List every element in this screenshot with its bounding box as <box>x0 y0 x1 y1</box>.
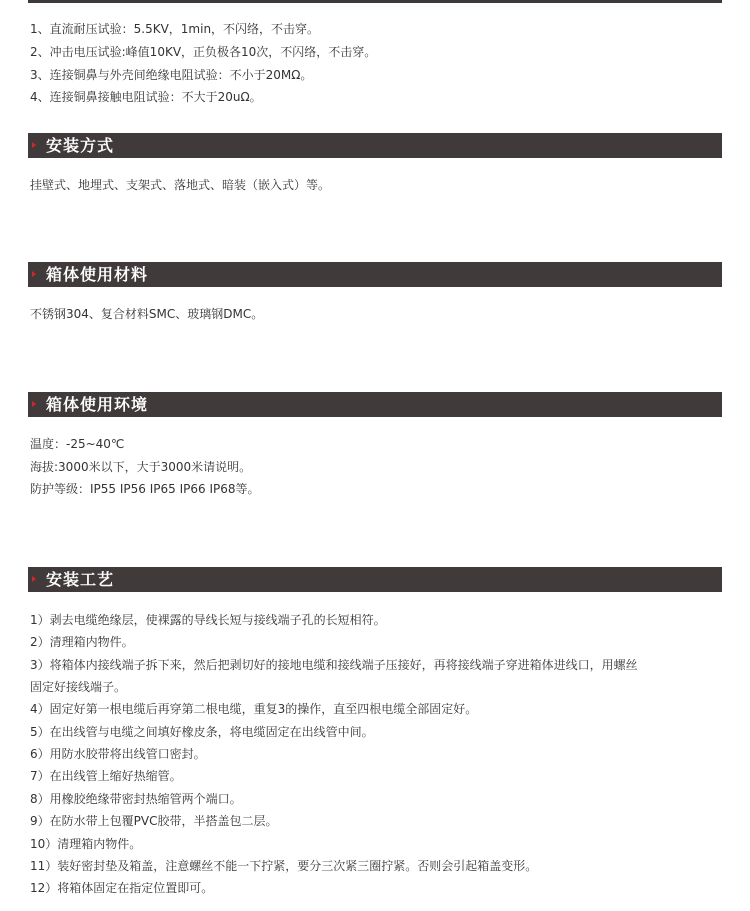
process-step-4: 4）固定好第一根电缆后再穿第二根电缆，重复3的操作，直至四根电缆全部固定好。 <box>30 702 478 716</box>
section-title: 安装工艺 <box>46 570 115 589</box>
environment-temperature: 温度：-25~40℃ <box>30 437 125 451</box>
process-step-3: 3）将箱体内接线端子拆下来，然后把剥切好的接地电缆和接线端子压接好，再将接线端子穿进箱体进线口，用螺丝 <box>30 658 638 672</box>
top-divider <box>28 0 722 3</box>
environment-altitude: 海拔:3000米以下，大于3000米请说明。 <box>30 460 252 474</box>
section-title: 箱体使用材料 <box>46 265 149 284</box>
process-step-9: 9）在防水带上包覆PVC胶带，半搭盖包二层。 <box>30 814 278 828</box>
section-header-process <box>28 567 722 592</box>
environment-protection: 防护等级：IP55 IP56 IP65 IP66 IP68等。 <box>30 482 260 496</box>
test-item-2: 2、冲击电压试验:峰值10KV，正负极各10次，不闪络，不击穿。 <box>30 45 377 59</box>
test-item-3: 3、连接铜鼻与外壳间绝缘电阻试验：不小于20MΩ。 <box>30 68 313 82</box>
section-header-install-method <box>28 133 722 158</box>
process-step-6: 6）用防水胶带将出线管口密封。 <box>30 747 206 761</box>
process-step-2: 2）清理箱内物件。 <box>30 635 134 649</box>
process-step-5: 5）在出线管与电缆之间填好橡皮条，将电缆固定在出线管中间。 <box>30 725 374 739</box>
triangle-marker-icon <box>32 142 36 148</box>
triangle-marker-icon <box>32 271 36 277</box>
install-method-text: 挂壁式、地埋式、支架式、落地式、暗装（嵌入式）等。 <box>30 178 331 192</box>
test-item-4: 4、连接铜鼻接触电阻试验：不大于20uΩ。 <box>30 90 262 104</box>
material-text: 不锈钢304、复合材料SMC、玻璃钢DMC。 <box>30 307 264 321</box>
section-header-material <box>28 262 722 287</box>
process-step-8: 8）用橡胶绝缘带密封热缩管两个端口。 <box>30 792 242 806</box>
process-step-10: 10）清理箱内物件。 <box>30 837 142 851</box>
process-step-1: 1）剥去电缆绝缘层，使裸露的导线长短与接线端子孔的长短相符。 <box>30 613 386 627</box>
section-title: 安装方式 <box>46 136 115 155</box>
triangle-marker-icon <box>32 576 36 582</box>
process-step-3-cont: 固定好接线端子。 <box>30 680 127 694</box>
test-item-1: 1、直流耐压试验：5.5KV，1min，不闪络，不击穿。 <box>30 22 320 36</box>
process-step-12: 12）将箱体固定在指定位置即可。 <box>30 881 214 895</box>
process-step-7: 7）在出线管上缩好热缩管。 <box>30 769 182 783</box>
process-step-11: 11）装好密封垫及箱盖，注意螺丝不能一下拧紧，要分三次紧三圈拧紧。否则会引起箱盖变形。 <box>30 859 538 873</box>
section-header-environment <box>28 392 722 417</box>
section-title: 箱体使用环境 <box>46 395 149 414</box>
triangle-marker-icon <box>32 401 36 407</box>
